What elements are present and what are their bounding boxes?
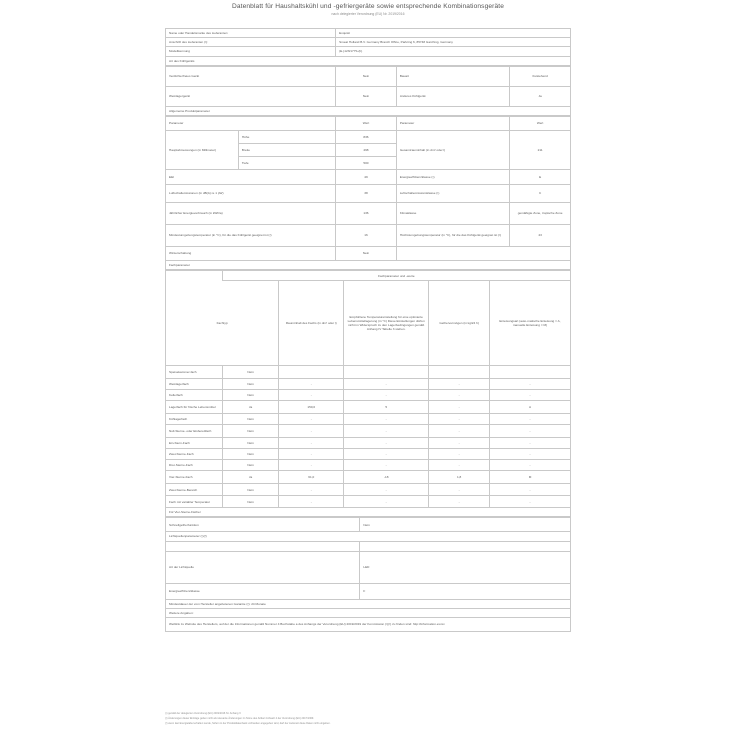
- comp-3-temp: 5: [344, 401, 429, 414]
- type-table: [165, 66, 571, 116]
- table-row: [166, 131, 571, 144]
- model-value: (E-)123/177S-(b): [336, 47, 571, 56]
- comp-10-present: Nein: [222, 484, 279, 496]
- dimension-width-label: Breite: [238, 144, 335, 157]
- light-spacer-left: [166, 541, 360, 551]
- comp-5-present: Nein: [222, 425, 279, 438]
- comp-9-freeze: 1,8: [429, 471, 490, 484]
- energy-class-value: E: [510, 170, 571, 185]
- table-row: [166, 366, 571, 379]
- datasheet-table-wrapper: [165, 28, 571, 632]
- annual-energy-label: Jährlicher Energieverbrauch (in kWh/a): [166, 203, 336, 225]
- light-class-label: Energieeffizienzklasse: [166, 583, 360, 599]
- comp-10-name: Zwei-Sterne-Bereich: [166, 484, 223, 496]
- table-row: [166, 66, 571, 86]
- comp-4-temp: -: [344, 414, 429, 425]
- table-row-header: [166, 281, 571, 366]
- comp-0-present: Nein: [222, 366, 279, 379]
- comp-1-defrost: -: [489, 379, 570, 390]
- table-row: [166, 438, 571, 449]
- comp-0-temp: [344, 366, 429, 379]
- section-four-star: Für Vier-Sterne-Fächer: [166, 508, 571, 517]
- type-row-0-value: Nein: [336, 66, 397, 86]
- comp-10-temp: -: [344, 484, 429, 496]
- comp-5-defrost: -: [489, 425, 570, 438]
- comp-7-name: Zwei-Sterne-Fach: [166, 449, 223, 460]
- comp-10-volume: -: [279, 484, 344, 496]
- comp-7-defrost: -: [489, 449, 570, 460]
- table-row: [166, 379, 571, 390]
- comp-9-volume: 61,0: [279, 471, 344, 484]
- light-spacer-right: [360, 541, 571, 551]
- noise-value: 38: [336, 185, 397, 203]
- table-row: [166, 261, 571, 270]
- supplier-table: [165, 28, 571, 66]
- comp-10-freeze: -: [429, 484, 490, 496]
- general-left-value-head: Wert: [336, 117, 397, 131]
- comp-11-temp: -: [344, 496, 429, 508]
- table-row: [166, 86, 571, 106]
- comp-9-present: Ja: [222, 471, 279, 484]
- comp-8-defrost: -: [489, 460, 570, 471]
- table-row: [166, 390, 571, 401]
- comp-2-temp: -: [344, 390, 429, 401]
- table-row: [166, 425, 571, 438]
- noise-class-label: Luftschallemissionsklasse (¹): [396, 185, 509, 203]
- compartment-header-span: Fachparameter und -werte: [222, 271, 570, 281]
- comp-0-name: Speisekammer-fach: [166, 366, 223, 379]
- comp-2-defrost: -: [489, 390, 570, 401]
- comp-6-temp: -: [344, 438, 429, 449]
- comp-9-defrost: M: [489, 471, 570, 484]
- table-row: [166, 56, 571, 65]
- comp-1-freeze: -: [429, 379, 490, 390]
- fast-freeze-label: Schnellgefrierfunktion: [166, 518, 360, 532]
- type-row-0-label2: Bauart: [396, 66, 509, 86]
- supplier-address-value: Smeat Holland B.V. Germany Branch Office, Parkring 6, 85748 Garching, Germany: [336, 38, 571, 47]
- comp-5-temp: -: [344, 425, 429, 438]
- section-other: Weitere Angaben:: [166, 608, 571, 617]
- comp-0-defrost: [489, 366, 570, 379]
- general-table: [165, 116, 571, 270]
- dimension-depth-label: Tiefe: [238, 157, 335, 170]
- comp-11-freeze: -: [429, 496, 490, 508]
- comp-1-name: Weinlagerfach: [166, 379, 223, 390]
- comp-6-defrost: -: [489, 438, 570, 449]
- table-row: [166, 460, 571, 471]
- type-row-1-value: Nein: [336, 86, 397, 106]
- comp-11-present: Nein: [222, 496, 279, 508]
- compartment-table: [165, 270, 571, 517]
- other-info-text: Weblink zu Website des Herstellers, auf der die Informationen gemäß Nummer 4 Buchstabe a des Anhangs der Verordnung (EU) 2019/2019 der Kommission (¹)(²) zu finden sind: http://information.exxxx: [166, 618, 571, 632]
- footnote-3: (³) wenn laut Energielabel erhalten wurde, Sofern in der Produktdatenbank vorhanden angegeben wird, darf der Lieferant diese Daten nicht eingeben.: [165, 721, 331, 725]
- supplier-address-label: Anschrift des Lieferanten (²):: [166, 38, 336, 47]
- comp-1-temp: -: [344, 379, 429, 390]
- section-light-source: Lichtquellenparameter (¹)(³): [166, 532, 571, 541]
- table-row: [166, 532, 571, 541]
- winter-setting-label: Winterschaltung: [166, 247, 336, 261]
- table-row: [166, 29, 571, 38]
- comp-8-freeze: -: [429, 460, 490, 471]
- table-row-header: [166, 271, 571, 281]
- climate-class-label: Klimaklasse: [396, 203, 509, 225]
- comp-6-name: Ein-Stern-Fach: [166, 438, 223, 449]
- dimension-width-value: 498: [336, 144, 397, 157]
- table-row: [166, 106, 571, 115]
- section-general: Allgemeine Produktparameter: [166, 106, 571, 115]
- general-right-param-head: Parameter: [396, 117, 509, 131]
- comp-0-freeze: [429, 366, 490, 379]
- noise-label: Luftschallemissionen (in dB(A) re 1 pW): [166, 185, 336, 203]
- footnotes: [165, 712, 571, 727]
- winter-setting-value: Nein: [336, 247, 397, 261]
- general-right-value-head: Wert: [510, 117, 571, 131]
- table-row: [166, 47, 571, 56]
- comp-3-defrost: A: [489, 401, 570, 414]
- comp-5-name: Null-Sterne- oder Eisbereitfach: [166, 425, 223, 438]
- comp-7-temp: -: [344, 449, 429, 460]
- page-title: Datenblatt für Haushaltskühl und -gefriergeräte sowie entsprechende Kombinationsgeräte: [231, 3, 505, 10]
- table-row: [166, 203, 571, 225]
- comp-10-defrost: -: [489, 484, 570, 496]
- comp-7-freeze: -: [429, 449, 490, 460]
- page-subtitle: nach delegierter Verordnung (EU) Nr. 2019/2016: [331, 12, 405, 16]
- dimensions-label: Hauptabmessungen (in Millimeter): [166, 131, 239, 170]
- model-label: Modellkennung: [166, 47, 336, 56]
- comp-4-present: Nein: [222, 414, 279, 425]
- type-row-1-label2: Anderes Kühlgerät: [396, 86, 509, 106]
- table-row: [166, 618, 571, 632]
- comp-1-volume: -: [279, 379, 344, 390]
- comp-6-freeze: -: [429, 438, 490, 449]
- comp-3-present: Ja: [222, 401, 279, 414]
- comp-2-present: Nein: [222, 390, 279, 401]
- table-row: [166, 599, 571, 608]
- four-star-table: [165, 517, 571, 632]
- comp-2-freeze: -: [429, 390, 490, 401]
- table-row: [166, 471, 571, 484]
- compartment-freeze-header: Gefriervermögen (in kg/24 h): [429, 281, 490, 366]
- supplier-name-label: Name oder Handelsmarke des Lieferanten:: [166, 29, 336, 38]
- general-left-param-head: Parameter: [166, 117, 336, 131]
- table-row: [166, 541, 571, 551]
- light-class-value: F: [360, 583, 571, 599]
- comp-8-volume: -: [279, 460, 344, 471]
- eei-value: 49: [336, 170, 397, 185]
- comp-2-name: Kellerfach: [166, 390, 223, 401]
- eei-label: EEI: [166, 170, 336, 185]
- compartment-defrost-header: Enteisungsart (auto-matische Enteisung = A, manuelle Enteisung = M): [489, 281, 570, 366]
- comp-9-temp: -18: [344, 471, 429, 484]
- comp-8-temp: -: [344, 460, 429, 471]
- total-volume-label: Gesamtrauminhalt (in dm³ oder l): [396, 131, 509, 170]
- comp-5-freeze: -: [429, 425, 490, 438]
- comp-3-volume: 150,0: [279, 401, 344, 414]
- footnote-2: (²) Änderungen dieser Einträge gelten nicht als relevante Änderungen im Sinne des Artikel 4 Absatz 4 der Verordnung (EU) 2017/1369.: [165, 716, 314, 720]
- comp-7-volume: -: [279, 449, 344, 460]
- table-row: [166, 484, 571, 496]
- table-row: [166, 38, 571, 47]
- min-temp-value: 16: [336, 225, 397, 247]
- table-row: [166, 518, 571, 532]
- noise-class-value: C: [510, 185, 571, 203]
- table-row: [166, 508, 571, 517]
- table-row: [166, 170, 571, 185]
- max-temp-value: 43: [510, 225, 571, 247]
- comp-1-present: Nein: [222, 379, 279, 390]
- dimension-depth-value: 500: [336, 157, 397, 170]
- table-row: [166, 608, 571, 617]
- comp-5-volume: -: [279, 425, 344, 438]
- section-guarantee: Mindestdauer der vom Hersteller angebotenen Garantie (²): 24 Monate: [166, 599, 571, 608]
- table-row: [166, 414, 571, 425]
- table-row: [166, 583, 571, 599]
- table-row: [166, 449, 571, 460]
- compartment-temp-header: Empfohlene Temperatureinstellung für eine optimierte Lebensmittellagerung (in °C) Diese Einstellungen dürfen nicht im Widerspruch zu den Lagerbedingungen gemäß Anhang IV Tabelle 3 stehen.: [344, 281, 429, 366]
- comp-8-name: Drei-Sterne-Fach: [166, 460, 223, 471]
- comp-11-name: Fach mit variabler Temperatur: [166, 496, 223, 508]
- comp-8-present: Nein: [222, 460, 279, 471]
- compartment-type-header: Fachtyp: [166, 281, 279, 366]
- max-temp-label: Höchstumgebungstemperatur (in °C), für die das Kühlgerät geeignet ist (²): [396, 225, 509, 247]
- table-row: [166, 551, 571, 583]
- fast-freeze-value: Nein: [360, 518, 571, 532]
- comp-3-name: Lagerfach für frische Lebensmittel: [166, 401, 223, 414]
- light-type-label: Art der Lichtquelle: [166, 551, 360, 583]
- light-type-value: LED: [360, 551, 571, 583]
- table-row: [166, 496, 571, 508]
- comp-6-volume: -: [279, 438, 344, 449]
- comp-2-volume: -: [279, 390, 344, 401]
- compartment-corner: [166, 271, 223, 281]
- dimension-height-label: Höhe: [238, 131, 335, 144]
- energy-class-label: Energieeffizienzklasse (¹): [396, 170, 509, 185]
- comp-4-volume: -: [279, 414, 344, 425]
- section-fridge-type: Art des Kühlgeräts: [166, 56, 571, 65]
- comp-7-present: Nein: [222, 449, 279, 460]
- supplier-name-value: Exquisit: [336, 29, 571, 38]
- comp-6-present: Nein: [222, 438, 279, 449]
- annual-energy-value: 136: [336, 203, 397, 225]
- type-row-1-value2: Ja: [510, 86, 571, 106]
- winter-setting-empty: [396, 247, 570, 261]
- table-row: [166, 401, 571, 414]
- comp-3-freeze: -: [429, 401, 490, 414]
- type-row-1-label: Weinlagergerät: [166, 86, 336, 106]
- comp-4-defrost: -: [489, 414, 570, 425]
- comp-9-name: Vier-Sterne-Fach: [166, 471, 223, 484]
- table-row: [166, 185, 571, 203]
- comp-11-volume: -: [279, 496, 344, 508]
- total-volume-value: 211: [510, 131, 571, 170]
- table-row: [166, 225, 571, 247]
- min-temp-label: Mindestumgebungstemperatur (in °C), für die das Kühlgerät geeignet ist (²): [166, 225, 336, 247]
- comp-4-name: Kühlagerfach: [166, 414, 223, 425]
- type-row-0-label: Verdichterfreies Gerät: [166, 66, 336, 86]
- climate-class-value: gemäßigte Zone, tropische Zone: [510, 203, 571, 225]
- compartment-volume-header: Rauminhalt des Fachs (in dm³ oder l): [279, 281, 344, 366]
- table-row: [166, 247, 571, 261]
- footnote-1: (¹) gemäß der delegierten Verordnung (EU) 2019/2016 Nr. Anhang V.: [165, 712, 242, 715]
- comp-4-freeze: -: [429, 414, 490, 425]
- type-row-0-value2: freistehend: [510, 66, 571, 86]
- comp-0-volume: [279, 366, 344, 379]
- section-compartment: Fachparameter: [166, 261, 571, 270]
- dimension-height-value: 836: [336, 131, 397, 144]
- comp-11-defrost: -: [489, 496, 570, 508]
- table-row-header: [166, 117, 571, 131]
